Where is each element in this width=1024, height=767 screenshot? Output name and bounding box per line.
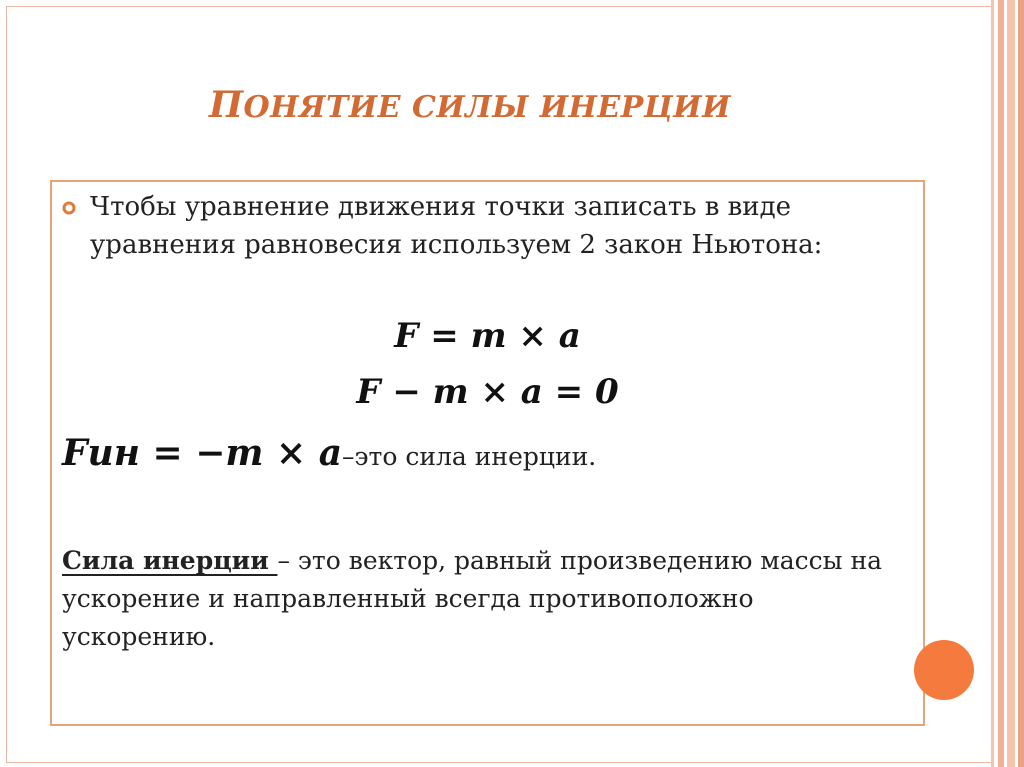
ring-bullet-icon xyxy=(62,200,76,214)
title-rest: ОНЯТИЕ СИЛЫ ИНЕРЦИИ xyxy=(243,90,731,125)
orange-circle-icon xyxy=(914,640,974,700)
decorative-stripes xyxy=(984,0,1024,767)
definition-text: – это вектор, равный произведению массы на ускорение и направленный всегда противоположно ускорению. xyxy=(62,546,883,651)
formula-inertia-force xyxy=(62,432,596,474)
definition-paragraph xyxy=(62,542,912,656)
bullet-text: Чтобы уравнение движения точки записать в виде уравнения равновесия используем 2 закон Ньютона: xyxy=(90,192,823,260)
slide-title xyxy=(0,84,940,126)
bullet-item xyxy=(62,188,882,264)
formula-equilibrium: F − m × a = 0 xyxy=(356,372,619,412)
formula-newton-second-law: F = m × a xyxy=(394,316,581,356)
definition-term: Сила инерции xyxy=(62,546,278,575)
formula-inertia-expression: Fин = −m × a xyxy=(62,432,343,474)
title-initial: П xyxy=(209,84,244,126)
formula-inertia-caption: –это сила инерции. xyxy=(342,442,597,471)
